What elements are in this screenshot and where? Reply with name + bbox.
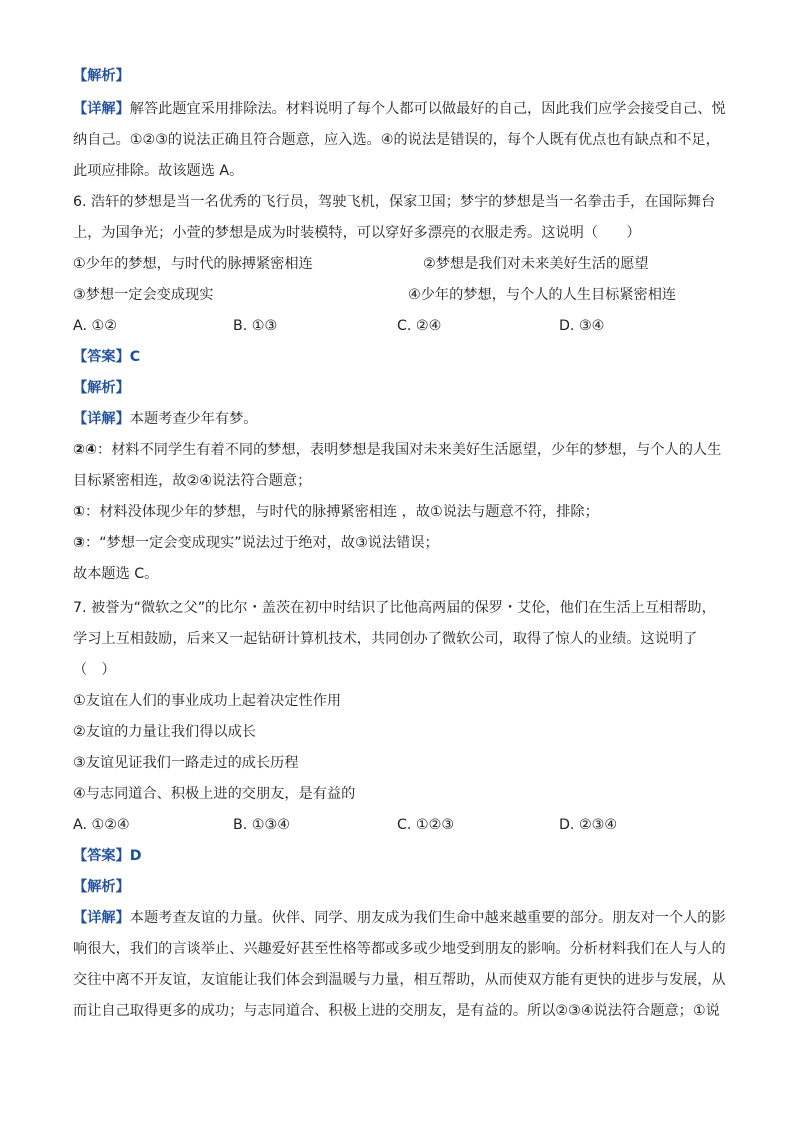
q7-stem-line-3: （ ） [73,662,116,678]
q6-analysis-mark-3: ① [73,504,86,520]
q7-choice-b: B. ①③④ [233,817,290,833]
q5-analysis-heading: 【解析】 [73,68,130,84]
q6-statement-1: ①少年的梦想，与时代的脉搏紧密相连 [73,256,313,272]
q7-choice-d: D. ②③④ [559,817,618,833]
q6-choice-d: D. ③④ [559,318,605,334]
q7-detail-tag: 【详解】 [73,910,130,926]
q5-detail-line-1 [73,99,726,119]
q6-analysis-text-5: 故本题选 C。 [73,566,159,582]
q5-detail-line-3: 此项应排除。故该题选 A。 [73,163,244,179]
q7-analysis-heading: 【解析】 [73,879,130,895]
q5-detail-line-2: 纳自己。①②③的说法正确且符合题意，应入选。④的说法是错误的，每个人既有优点也有缺点和不足， [73,132,720,148]
q6-analysis-line-2 [73,471,723,491]
q6-choice-c: C. ②④ [397,318,442,334]
q6-analysis-text-1: ：材料不同学生有着不同的梦想，表明梦想是我国对未来美好生活愿望，少年的梦想，与个人的人生 [97,442,722,458]
q7-stem-line-2: 学习上互相鼓励，后来又一起钻研计算机技术，共同创办了微软公司，取得了惊人的业绩。这说明了 [73,631,698,647]
q7-statement-2: ②友谊的力量让我们得以成长 [73,724,256,740]
q5-detail-tag: 【详解】 [73,101,130,117]
q6-analysis-line-3 [73,502,723,522]
q6-analysis-mark-1: ②④ [73,442,98,458]
q7-statement-3: ③友谊见证我们一路走过的成长历程 [73,755,299,771]
q7-detail-line-2: 响很大，我们的言谈举止、兴趣爱好甚至性格等都或多或少地受到朋友的影响。分析材料我们在人与人的 [73,941,726,957]
q6-analysis-heading: 【解析】 [73,380,130,396]
q6-analysis-line-5 [73,564,723,584]
q6-choice-b: B. ①③ [233,318,278,334]
q6-detail-text-1: 本题考查少年有梦。 [129,411,258,427]
q7-statement-4: ④与志同道合、积极上进的交朋友，是有益的 [73,786,356,802]
q5-detail-text-1: 解答此题宜采用排除法。材料说明了每个人都可以做最好的自己，因此我们应学会接受自己、悦 [129,101,726,117]
q7-detail-line-4: 而让自己取得更多的成功；与志同道合、积极上进的交朋友，是有益的。所以②③④说法符合题意；①说 [73,1003,720,1019]
q7-answer: 【答案】D [73,848,142,864]
q6-choice-a: A. ①② [73,318,117,334]
q6-analysis-mark-4: ③ [73,535,86,551]
q7-statement-1: ①友谊在人们的事业成功上起着决定性作用 [73,693,342,709]
q6-analysis-text-4: ：“梦想一定会变成现实”说法过于绝对，故③说法错误； [85,535,439,551]
q6-detail-tag: 【详解】 [73,411,130,427]
q7-detail-line-1 [73,908,726,928]
q6-statement-2: ②梦想是我们对未来美好生活的愿望 [423,256,649,272]
q6-stem-line-2: 上，为国争光；小萱的梦想是成为时装模特，可以穿好多漂亮的衣服走秀。这说明（ ） [73,225,641,241]
q6-analysis-line-4 [73,533,723,553]
q6-answer: 【答案】C [73,349,141,365]
q7-choice-a: A. ①②④ [73,817,130,833]
q7-choice-c: C. ①②③ [397,817,455,833]
q6-analysis-text-2: 目标紧密相连，故②④说法符合题意； [73,473,312,489]
q7-detail-line-3: 交往中离不开友谊，友谊能让我们体会到温暖与力量，相互帮助，从而使双方能有更快的进步与发展，从 [73,972,726,988]
q6-statement-4: ④少年的梦想，与个人的人生目标紧密相连 [408,287,677,303]
q6-analysis-text-3: ：材料没体现少年的梦想，与时代的脉搏紧密相连 ，故①说法与题意不符，排除； [85,504,599,520]
q6-stem-line-1: 6. 浩轩的梦想是当一名优秀的飞行员，驾驶飞机，保家卫国；梦宇的梦想是当一名拳击手，在国际舞台 [73,194,716,210]
q6-analysis-line-1 [73,440,723,460]
q7-stem-line-1: 7. 被誉为“微软之父”的比尔・盖茨在初中时结识了比他高两届的保罗・艾伦，他们在生活上互相帮助， [73,600,716,616]
q6-statement-3: ③梦想一定会变成现实 [73,287,214,303]
q7-detail-text-1: 本题考查友谊的力量。伙伴、同学、朋友成为我们生命中越来越重要的部分。朋友对一个人的影 [129,910,726,926]
q6-detail-line-1 [73,409,723,429]
